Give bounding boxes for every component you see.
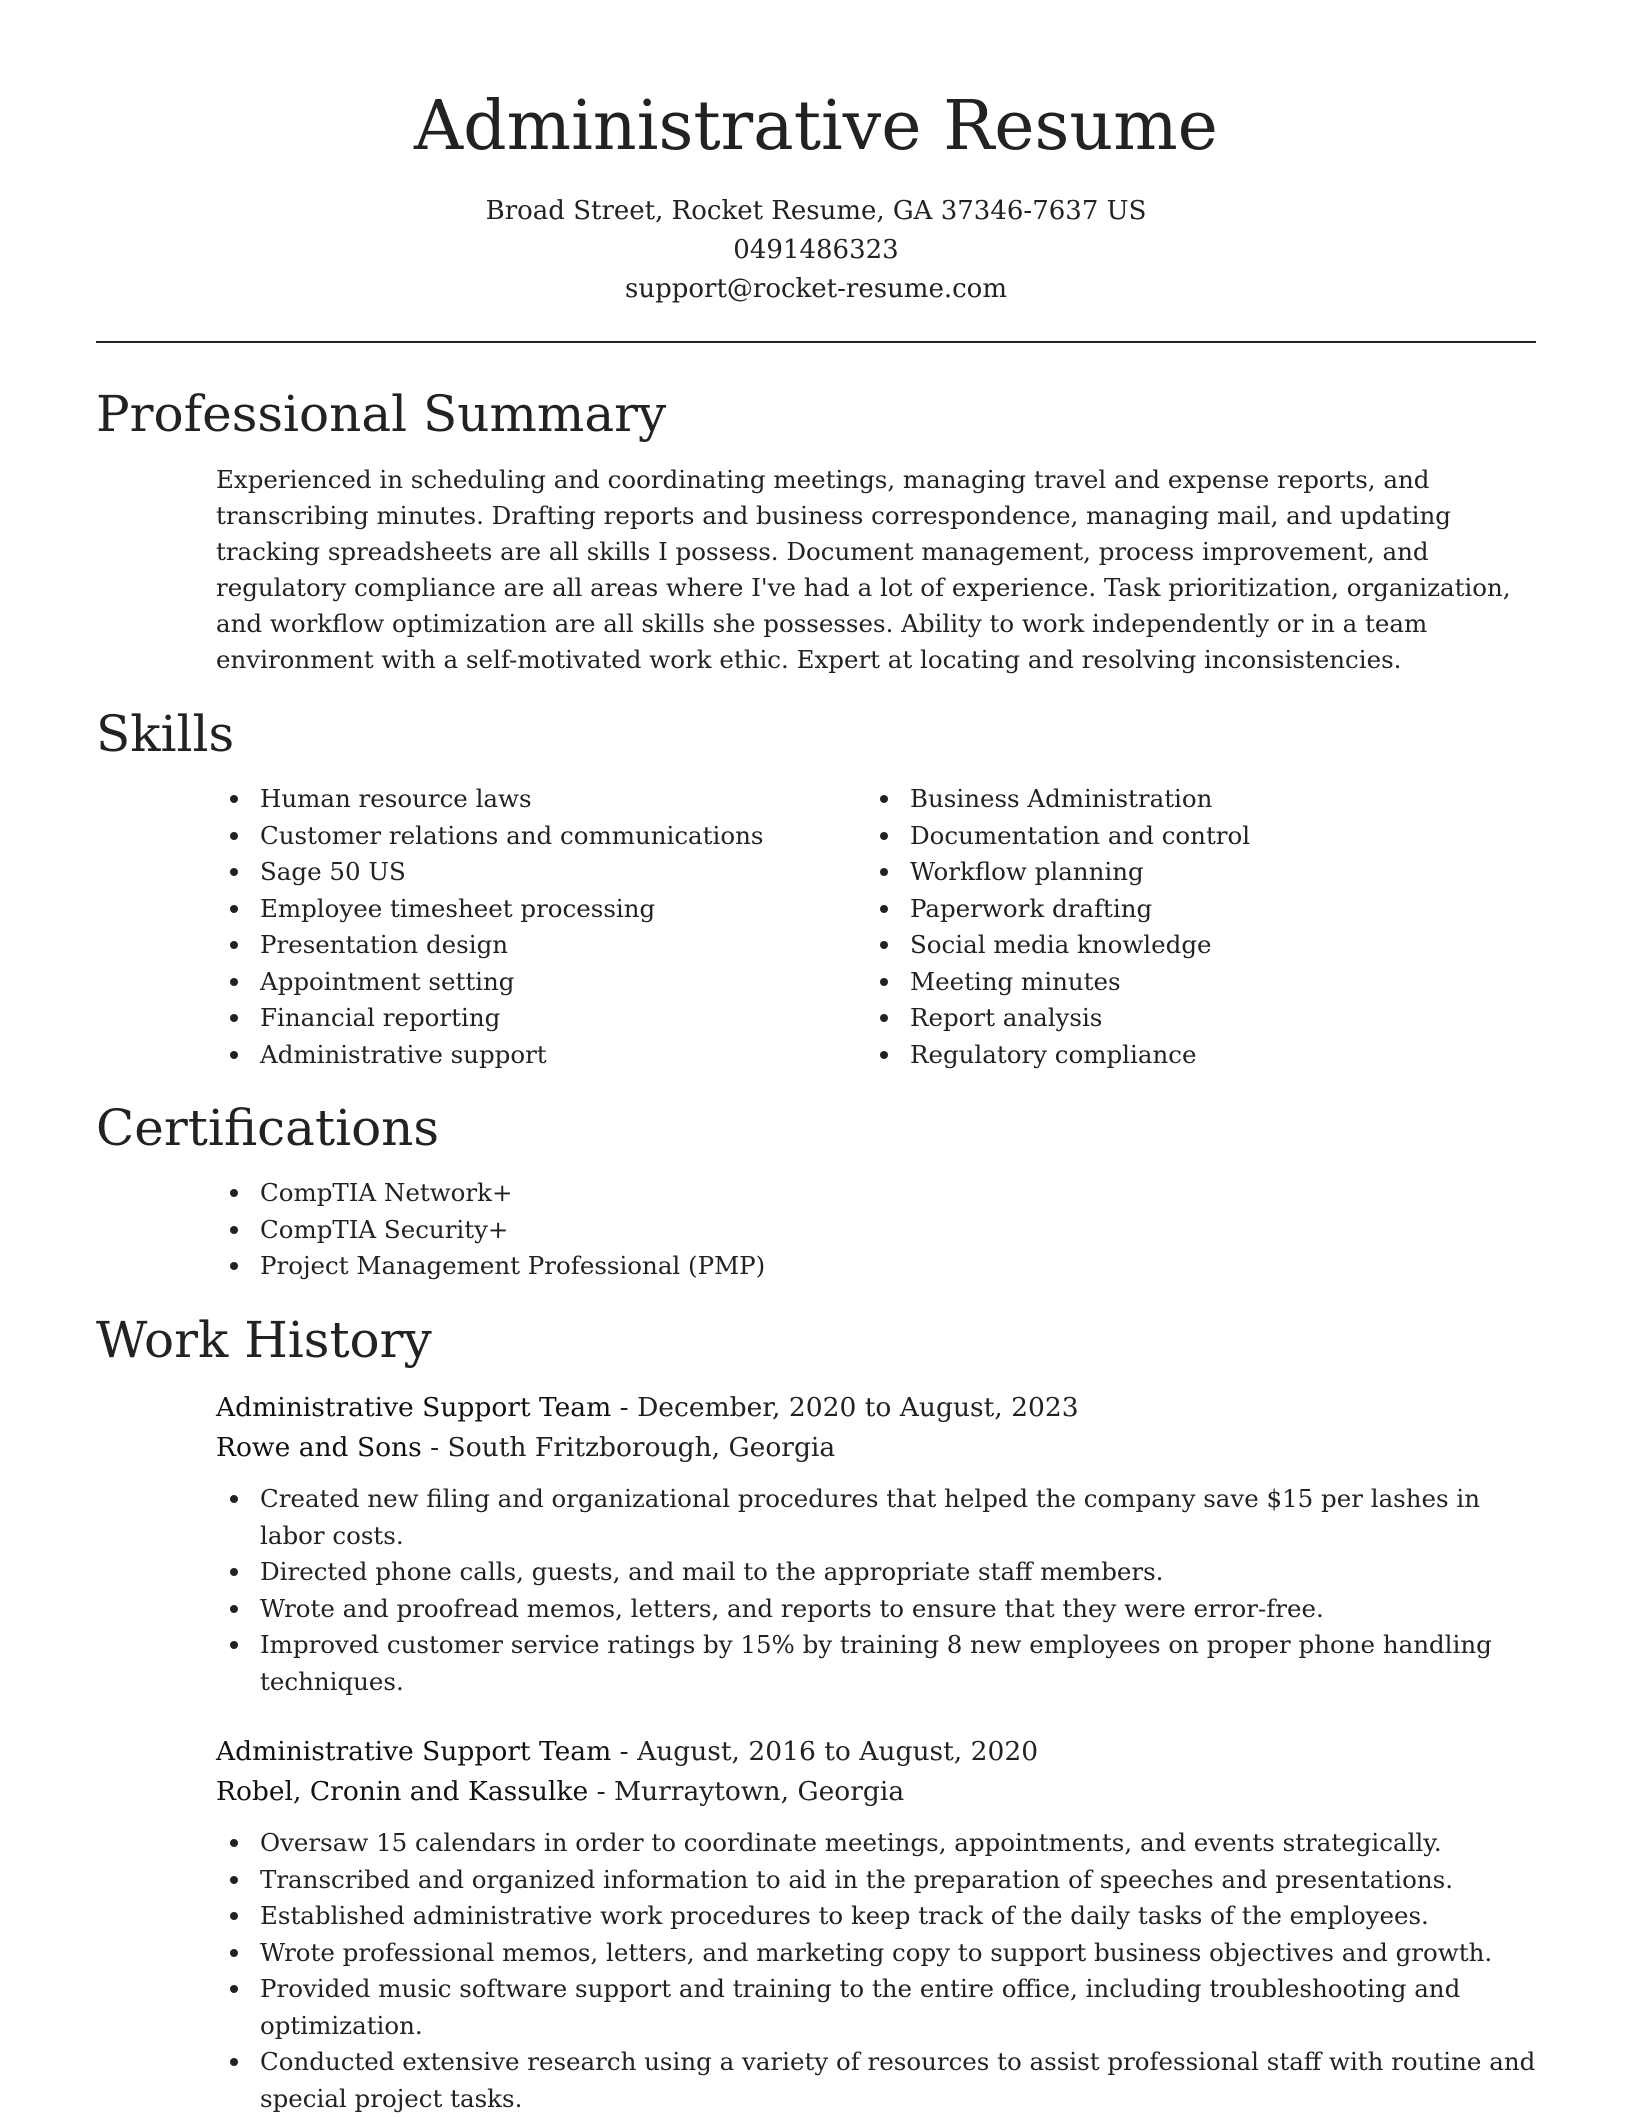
list-item: CompTIA Security+ [216,1212,1536,1249]
list-item: Paperwork drafting [866,891,1506,928]
job-position: Administrative Support Team [216,1736,612,1767]
contact-info [0,192,1632,309]
job-dates: August, 2016 to August, 2020 [637,1736,1039,1767]
list-item: CompTIA Network+ [216,1175,1536,1212]
list-item: Customer relations and communications [216,818,856,855]
list-item: Social media knowledge [866,927,1506,964]
separator: - [611,1392,638,1423]
list-item: Project Management Professional (PMP) [216,1248,1536,1285]
list-item: Conducted extensive research using a variety of resources to assist professional staff with routine and special project tasks. [216,2044,1536,2117]
list-item: Documentation and control [866,818,1506,855]
list-item: Transcribed and organized information to aid in the preparation of speeches and presentations. [216,1862,1536,1899]
certifications-list [216,1175,1536,1285]
job-bullets [216,1481,1536,1700]
list-item: Human resource laws [216,781,856,818]
list-item: Business Administration [866,781,1506,818]
job-title-line [216,1732,1536,1772]
resume-title: Administrative Resume [414,87,1218,166]
list-item: Directed phone calls, guests, and mail to the appropriate staff members. [216,1554,1536,1591]
job-company-line [216,1772,1536,1812]
separator: - [588,1776,614,1807]
list-item: Created new filing and organizational procedures that helped the company save $15 per lashes in labor costs. [216,1481,1536,1554]
list-item: Improved customer service ratings by 15% by training 8 new employees on proper phone handling techniques. [216,1627,1536,1700]
job-dates: December, 2020 to August, 2023 [637,1392,1079,1423]
list-item: Meeting minutes [866,964,1506,1001]
list-item: Presentation design [216,927,856,964]
list-item: Wrote professional memos, letters, and marketing copy to support business objectives and growth. [216,1935,1536,1972]
job-bullets [216,1825,1536,2117]
job-position: Administrative Support Team [216,1392,612,1423]
separator: - [421,1432,448,1463]
job-company: Robel, Cronin and Kassulke [216,1776,589,1807]
list-item: Sage 50 US [216,854,856,891]
skills-list-right [866,781,1506,1073]
header-divider [96,341,1536,343]
separator: - [611,1736,638,1767]
section-title-certifications: Certifications [96,1099,440,1157]
section-title-skills: Skills [96,705,235,763]
contact-email: support@rocket-resume.com [624,274,1007,304]
job-company: Rowe and Sons [216,1432,422,1463]
section-title-summary: Professional Summary [96,385,667,443]
skills-list-left [216,781,856,1073]
job-location: Murraytown, Georgia [613,1776,905,1807]
list-item: Provided music software support and training to the entire office, including troubleshooting and optimization. [216,1971,1536,2044]
list-item: Report analysis [866,1000,1506,1037]
list-item: Regulatory compliance [866,1037,1506,1074]
list-item: Administrative support [216,1037,856,1074]
summary-text: Experienced in scheduling and coordinating meetings, managing travel and expense reports, and transcribing minutes. Drafting reports and business correspondence, managing mail, and updating tracking spreadsheets are all skills I possess. Document management, process improvement, and regulatory compliance are all areas where I've had a lot of experience. Task prioritization, organization, and workflow optimization are all skills she possesses. Ability to work independently or in a team environment with a self-motivated work ethic. Expert at locating and resolving inconsistencies. [216,465,1511,674]
list-item: Wrote and proofread memos, letters, and reports to ensure that they were error-free. [216,1591,1536,1628]
section-title-work-history: Work History [96,1311,432,1369]
job-title-line [216,1388,1536,1428]
list-item: Established administrative work procedures to keep track of the daily tasks of the employees. [216,1898,1536,1935]
list-item: Employee timesheet processing [216,891,856,928]
contact-address: Broad Street, Rocket Resume, GA 37346-7637 US [485,196,1147,226]
list-item: Financial reporting [216,1000,856,1037]
list-item: Appointment setting [216,964,856,1001]
job-company-line [216,1428,1536,1468]
list-item: Oversaw 15 calendars in order to coordinate meetings, appointments, and events strategically. [216,1825,1536,1862]
list-item: Workflow planning [866,854,1506,891]
job-location: South Fritzborough, Georgia [447,1432,836,1463]
contact-phone: 0491486323 [733,235,899,265]
